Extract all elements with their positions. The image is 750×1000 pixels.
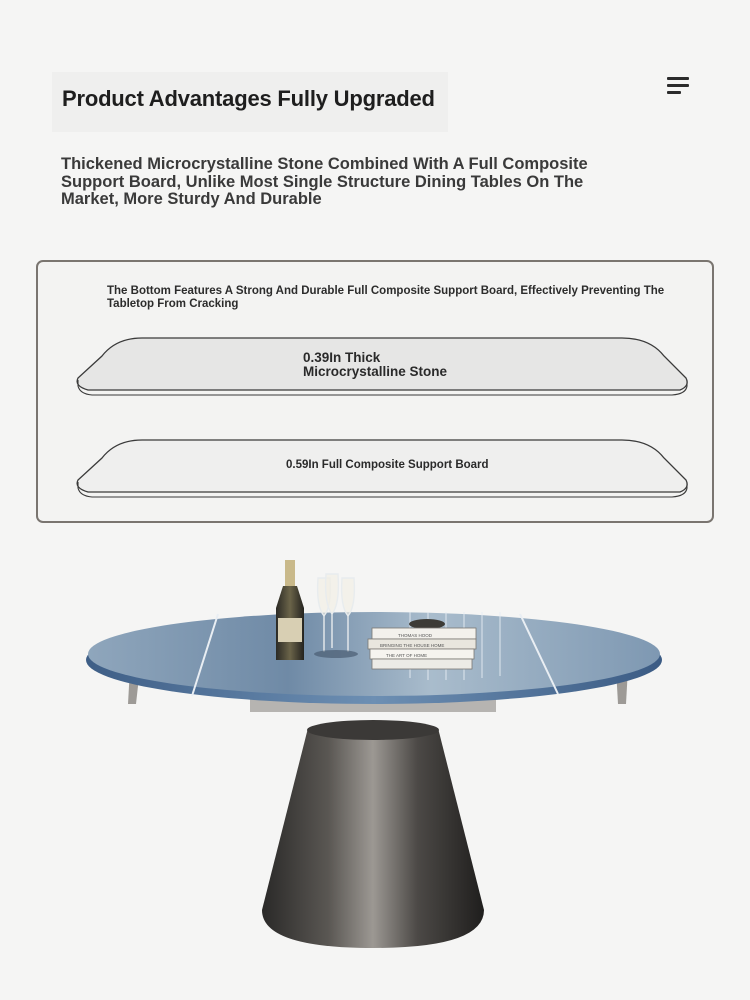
menu-icon-bar xyxy=(667,84,689,87)
book-spine-text: THOMAS HOOD xyxy=(398,633,433,638)
panel-note: The Bottom Features A Strong And Durable Full Composite Support Board, Effectively Preventing The Tabletop From Cracking xyxy=(107,285,665,310)
menu-icon-bar xyxy=(667,77,689,80)
dining-table-image xyxy=(80,548,670,958)
stone-layer-thickness: 0.39In Thick xyxy=(303,350,381,365)
stone-layer-label xyxy=(303,351,447,378)
menu-icon[interactable] xyxy=(667,77,691,95)
intro-text: Thickened Microcrystalline Stone Combined With A Full Composite Support Board, Unlike Most Single Structure Dining Tables On The Market, More Sturdy And Durable xyxy=(61,155,588,208)
book-spine-text: THE ART OF HOME xyxy=(386,653,428,658)
book-spine-text: BRINGING THE HOUSE HOME xyxy=(380,643,445,648)
support-board-label: 0.59In Full Composite Support Board xyxy=(286,459,489,471)
stone-layer-material: Microcrystalline Stone xyxy=(303,363,448,379)
menu-icon-bar xyxy=(667,91,681,94)
page-title: Product Advantages Fully Upgraded xyxy=(62,86,435,111)
